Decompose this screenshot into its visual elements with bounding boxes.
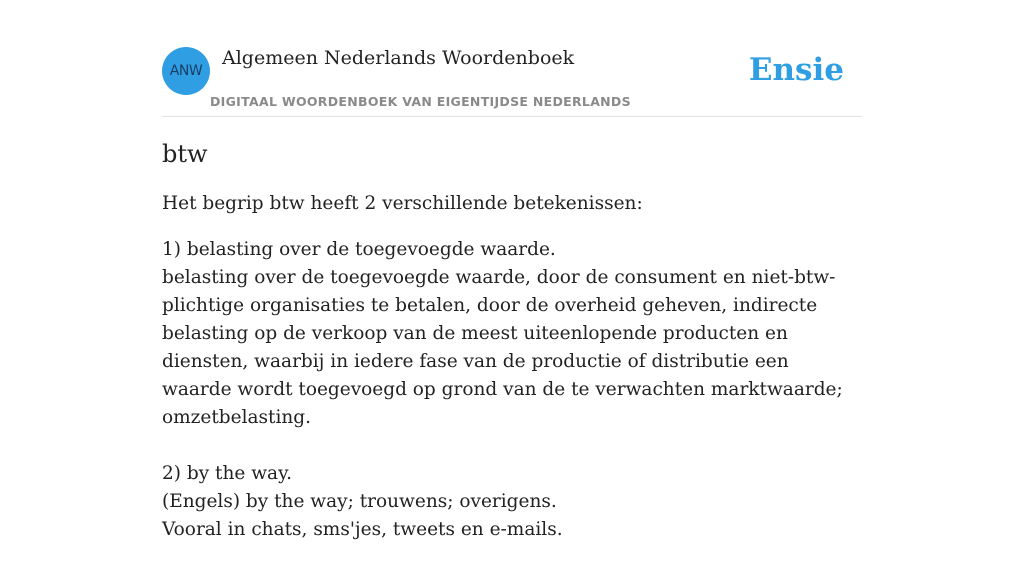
entry-content [162, 138, 862, 572]
meaning-definition: belasting over de toegevoegde waarde, door de consument en niet-btw-plichtige organisaties te betalen, door de overheid geheven, indirecte belasting op de verkoop van de meest uiteenlopende producten en diensten, waarbij in iedere fase van de productie of distributie een waarde wordt toegevoegd op grond van de te verwachten marktwaarde; omzetbelasting. [162, 267, 843, 428]
site-title[interactable]: Algemeen Nederlands Woordenboek [222, 47, 575, 69]
entry-term: btw [162, 140, 208, 168]
logo-text: ANW [169, 63, 203, 79]
meaning-note: Vooral in chats, sms'jes, tweets en e-mails. [162, 519, 563, 540]
meaning-heading: 1) belasting over de toegevoegde waarde. [162, 239, 556, 260]
entry-intro: Het begrip btw heeft 2 verschillende betekenissen: [162, 193, 643, 214]
meaning-heading: 2) by the way. [162, 463, 292, 484]
meaning-1 [162, 236, 862, 432]
meaning-2 [162, 460, 862, 544]
site-header [162, 44, 862, 117]
ensie-brand-logo[interactable]: Ensie [748, 52, 844, 88]
anw-logo[interactable] [162, 47, 210, 95]
site-subtitle: DIGITAAL WOORDENBOEK VAN EIGENTIJDSE NEDERLANDS [210, 94, 631, 109]
meaning-definition: (Engels) by the way; trouwens; overigens. [162, 491, 557, 512]
